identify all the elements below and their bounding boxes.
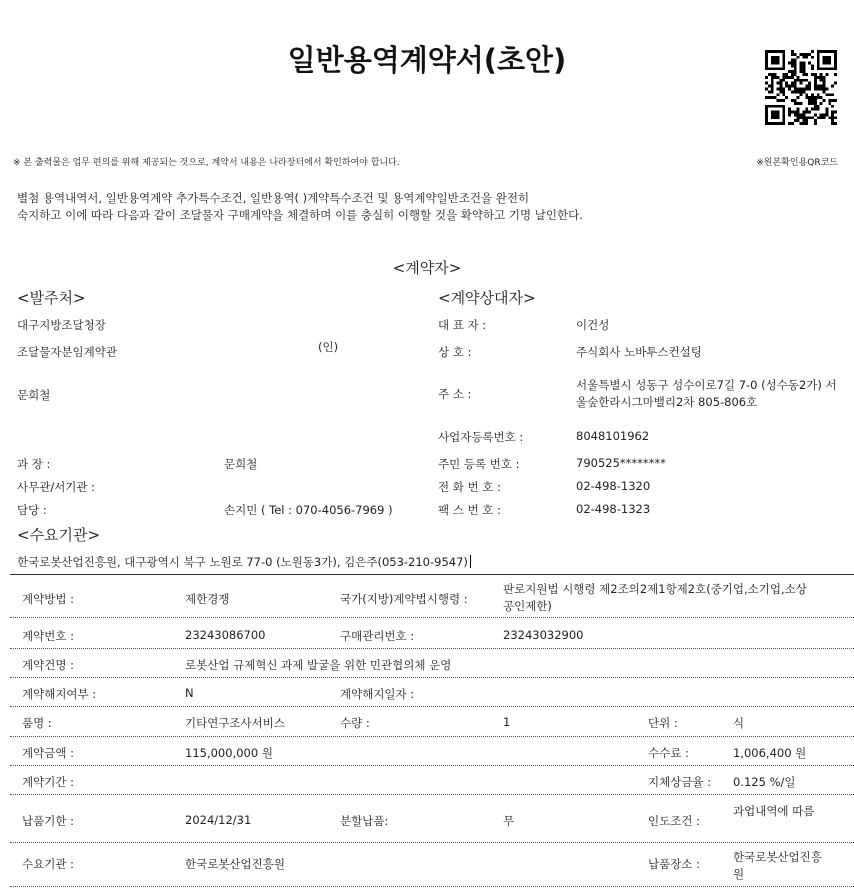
fax-value: 02-498-1323 xyxy=(576,502,651,516)
counterparty-heading: <계약상대자> xyxy=(438,289,536,307)
bizno-label: 사업자등록번호 : xyxy=(438,430,524,444)
fax-label: 팩 스 번 호 : xyxy=(438,503,501,517)
bizno-value: 8048101962 xyxy=(576,429,650,443)
tel-label: 전 화 번 호 : xyxy=(438,480,501,494)
purchase-no-label: 구매관리번호 : xyxy=(340,629,415,643)
officer-label: 사무관/서기관 : xyxy=(17,480,96,494)
divider xyxy=(10,765,854,766)
agency-value: 한국로봇산업진흥원 xyxy=(185,857,285,871)
fee-value: 1,006,400 원 xyxy=(733,746,807,760)
text-cursor xyxy=(470,555,471,568)
divider xyxy=(10,706,854,707)
address-value: 서울특별시 성동구 성수이로7길 7-0 (성수동2가) 서울숲한라시그마밸리2차 805-806호 xyxy=(576,378,837,409)
terminate-label: 계약해지여부 : xyxy=(22,687,97,701)
delivery-cond-label: 인도조건 : xyxy=(648,814,700,828)
fee-label: 수수료 : xyxy=(648,746,689,760)
deadline-value: 2024/12/31 xyxy=(185,813,252,827)
divider xyxy=(10,648,854,649)
demand-info-text: 한국로봇산업진흥원, 대구광역시 북구 노원로 77-0 (노원동3가), 김은주(053-210-9547) xyxy=(17,555,468,569)
split-label: 분할납품: xyxy=(340,814,389,828)
amount-value: 115,000,000 원 xyxy=(185,746,273,760)
penalty-value: 0.125 %/일 xyxy=(733,775,796,789)
qty-label: 수량 : xyxy=(340,716,370,730)
qty-value: 1 xyxy=(503,715,511,729)
contract-name-value: 로봇산업 규제혁신 과제 발굴을 위한 민관협의체 운영 xyxy=(185,658,452,672)
unit-value: 식 xyxy=(733,716,745,730)
disclaimer-notice: ※ 본 출력물은 업무 편의를 위해 제공되는 것으로, 계약서 내용은 나라장터에서 확인하여야 합니다. xyxy=(13,158,400,168)
delivery-cond-value: 과업내역에 따름 xyxy=(733,804,815,818)
seal-mark: (인) xyxy=(318,340,339,354)
staff-label: 담당 : xyxy=(17,503,47,517)
orderer-org: 대구지방조달청장 xyxy=(17,318,106,332)
document-title: 일반용역계약서(초안) xyxy=(287,43,567,77)
demand-heading: <수요기관> xyxy=(17,526,101,544)
law-value: 판로지원법 시행령 제2조의2제1항제2호(중기업,소기업,소상공인제한) xyxy=(503,582,807,613)
qr-caption: ※원본확인용QR코드 xyxy=(756,158,838,168)
staff-value: 손지민 ( Tel : 070-4056-7969 ) xyxy=(224,503,393,517)
qr-code-icon xyxy=(765,50,837,125)
terminate-value: N xyxy=(185,686,194,700)
method-value: 제한경쟁 xyxy=(185,592,230,606)
deadline-label: 납품기한 : xyxy=(22,814,74,828)
manager-value: 문희철 xyxy=(224,457,258,471)
period-label: 계약기간 : xyxy=(22,775,74,789)
intro-line-2: 숙지하고 이에 따라 다음과 같이 조달물자 구매계약을 체결하며 이를 충실히 이행할 것을 확약하고 기명 날인한다. xyxy=(17,208,583,222)
divider xyxy=(10,574,854,575)
contractor-heading: <계약자> xyxy=(392,259,462,277)
unit-label: 단위 : xyxy=(648,716,678,730)
contract-no-value: 23243086700 xyxy=(185,628,266,642)
item-value: 기타연구조사서비스 xyxy=(185,716,285,730)
terminate-date-label: 계약해지일자 : xyxy=(340,687,415,701)
divider xyxy=(10,617,854,618)
law-label: 국가(지방)계약법시행령 : xyxy=(340,592,468,606)
place-value: 한국로봇산업진흥원 xyxy=(733,850,822,881)
trade-value: 주식회사 노바투스컨설팅 xyxy=(576,345,702,359)
orderer-dept: 조달물자분임계약관 xyxy=(17,345,117,359)
item-label: 품명 : xyxy=(22,716,52,730)
resno-label: 주민 등록 번호 : xyxy=(438,457,520,471)
method-label: 계약방법 : xyxy=(22,592,74,606)
divider xyxy=(10,677,854,678)
place-label: 납품장소 : xyxy=(648,857,700,871)
rep-label: 대 표 자 : xyxy=(438,318,487,332)
orderer-person: 문희철 xyxy=(17,388,51,402)
tel-value: 02-498-1320 xyxy=(576,479,651,493)
resno-value: 790525******** xyxy=(576,456,666,470)
amount-label: 계약금액 : xyxy=(22,746,74,760)
divider xyxy=(10,886,854,887)
penalty-label: 지체상금율 : xyxy=(648,775,712,789)
demand-info xyxy=(17,554,471,570)
trade-label: 상 호 : xyxy=(438,345,472,359)
split-value: 무 xyxy=(503,814,515,828)
agency-label: 수요기관 : xyxy=(22,857,74,871)
manager-label: 과 장 : xyxy=(17,457,51,471)
rep-value: 이건성 xyxy=(576,318,610,332)
purchase-no-value: 23243032900 xyxy=(503,628,584,642)
contract-no-label: 계약번호 : xyxy=(22,629,74,643)
divider xyxy=(10,842,854,843)
divider xyxy=(10,736,854,737)
divider xyxy=(10,794,854,795)
contract-name-label: 계약건명 : xyxy=(22,658,74,672)
intro-line-1: 별첨 용역내역서, 일반용역계약 추가특수조건, 일반용역( )계약특수조건 및 용역계약일반조건을 완전히 xyxy=(17,191,530,205)
address-label: 주 소 : xyxy=(438,387,472,401)
orderer-heading: <발주처> xyxy=(17,289,86,307)
